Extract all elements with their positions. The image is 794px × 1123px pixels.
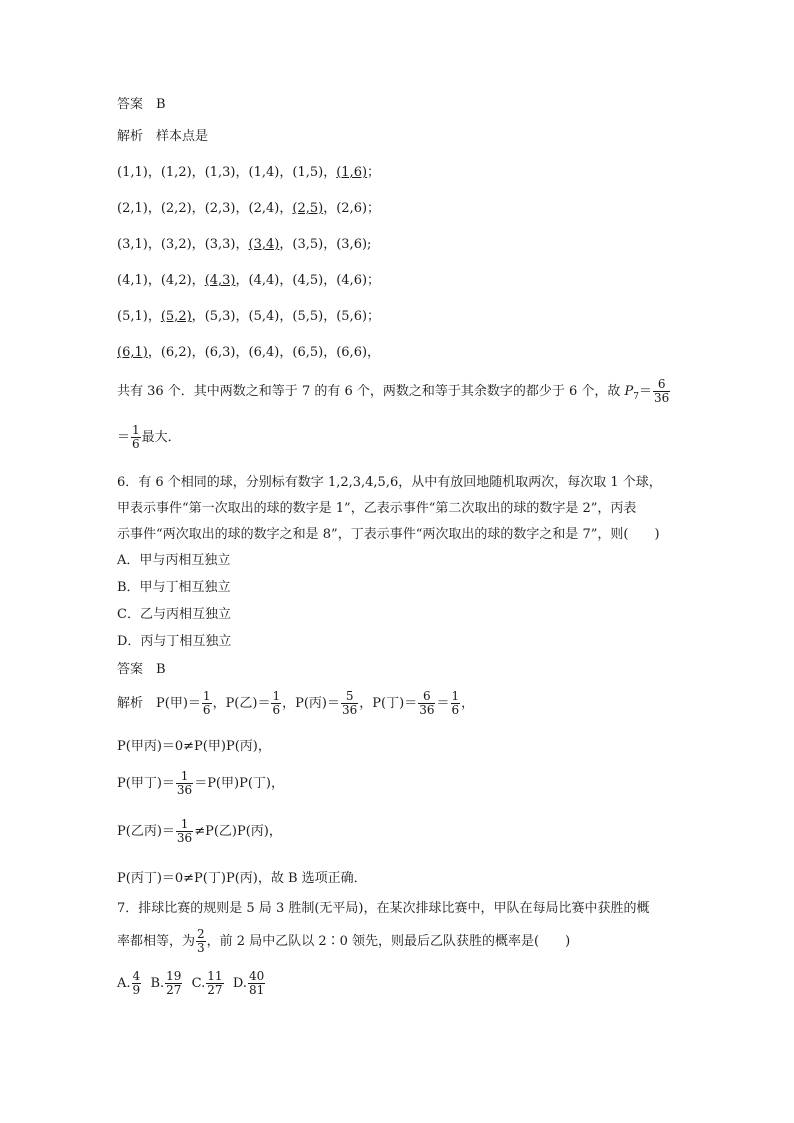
option-7d: D. $\frac{40}{81}$ (232, 969, 265, 998)
sample-row-1: (1,1)，(1,2)，(1,3)，(1,4)，(1,5)，(1,6)； (117, 165, 381, 180)
option-7a: A. $\frac{4}{9}$ (117, 969, 141, 998)
option-c: C．乙与丙相互独立 (117, 607, 231, 622)
sample-row-4: (4,1)，(4,2)，(4,3)，(4,4)，(4,5)，(4,6)； (117, 273, 381, 288)
sample-row-2: (2,1)，(2,2)，(2,3)，(2,4)，(2,5)，(2,6)； (117, 201, 381, 216)
question-6-line-1: 6．有 6 个相同的球，分别标有数字 1,2,3,4,5,6，从中有放回地随机取两次，每次取 1 个球， (117, 475, 662, 490)
p-jia-ding: P(甲丁)＝ $\frac{1}{36}$ ＝P(甲)P(丁)， (117, 769, 284, 798)
solution-5-heading: 解析 样本点是 (117, 129, 209, 144)
p-yi-bing: P(乙丙)＝ $\frac{1}{36}$ ≠P(乙)P(丙)， (117, 817, 282, 846)
max-probability: ＝ $\frac{1}{6}$ 最大． (117, 423, 181, 452)
answer-6: 答案 B (117, 662, 166, 677)
solution-6-probabilities: 解析 P(甲)＝ $\frac{1}{6}$ ，P(乙)＝ $\frac{1}{6}$ ，P(丙)＝ $\frac{5}{36}$ ，P(丁)＝ $\frac{6}{36}$ ＝ $\frac{1}{6}$ ， (117, 689, 475, 718)
sum-explanation: 共有 36 个．其中两数之和等于 7 的有 6 个，两数之和等于其余数字的都少于 6 个，故 $P_7=$ $\frac{6}{36}$ (117, 377, 670, 406)
question-6-line-3: 示事件“两次取出的球的数字之和是 8”，丁表示事件“两次取出的球的数字之和是 7”，则( ) (117, 527, 660, 542)
sample-row-3: (3,1)，(3,2)，(3,3)，(3,4)，(3,5)，(3,6); (117, 237, 372, 252)
option-7c: C. $\frac{11}{27}$ (191, 969, 223, 998)
option-7b: B. $\frac{19}{27}$ (150, 969, 182, 998)
answer-5: 答案 B (117, 97, 166, 112)
option-a: A．甲与丙相互独立 (117, 553, 231, 568)
sample-row-5: (5,1)，(5,2)，(5,3)，(5,4)，(5,5)，(5,6)； (117, 309, 381, 324)
option-d: D．丙与丁相互独立 (117, 634, 232, 649)
p-jia-bing: P(甲丙)＝0≠P(甲)P(丙)， (117, 739, 271, 754)
question-7-line-2: 率都相等，为 $\frac{2}{3}$ ，前 2 局中乙队以 2∶0 领先，则最后乙队获胜的概率是( ) (117, 927, 571, 956)
sample-row-6: (6,1)，(6,2)，(6,3)，(6,4)，(6,5)，(6,6)， (117, 345, 381, 360)
option-b: B．甲与丁相互独立 (117, 580, 231, 595)
p-bing-ding: P(丙丁)＝0≠P(丁)P(丙)，故 B 选项正确． (117, 871, 367, 886)
question-7-line-1: 7．排球比赛的规则是 5 局 3 胜制(无平局)，在某次排球比赛中，甲队在每局比赛中获胜的概 (117, 901, 650, 916)
question-7-options (117, 970, 266, 997)
question-6-line-2: 甲表示事件“第一次取出的球的数字是 1”，乙表示事件“第二次取出的球的数字是 2”，丙表 (117, 501, 637, 516)
